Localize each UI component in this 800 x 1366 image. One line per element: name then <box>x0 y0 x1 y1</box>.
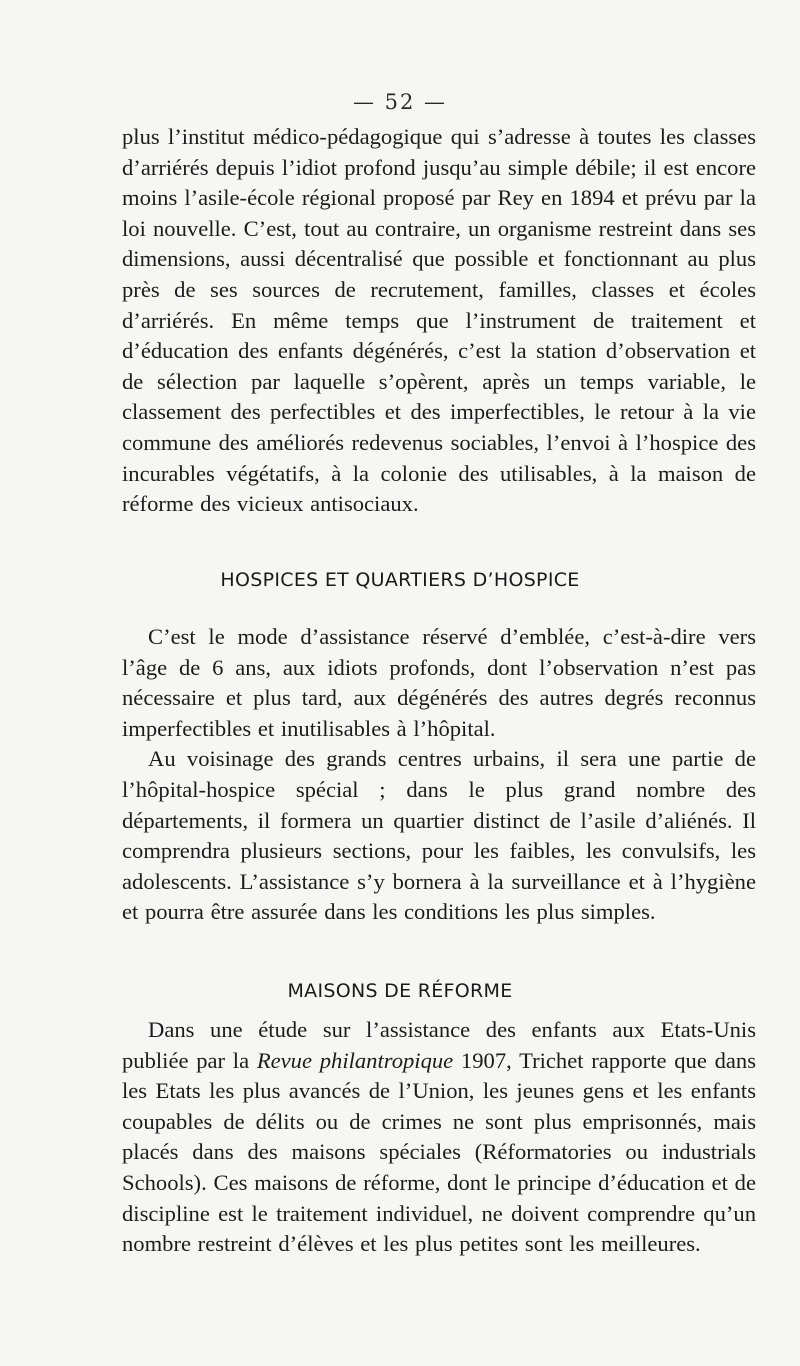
paragraph-text: 1907, Trichet rapporte que dans les Etats les plus avancés de l’Union, les jeunes gens et les enfants coupables de délits ou de crimes ne sont plus emprisonnés, mais placés dans des maisons spéciales (Réformatories ou industrials Schools). Ces maisons de réforme, dont le principe d’éducation et de discipline est le traitement individuel, ne doivent comprendre qu’un nombre restreint d’élèves et les plus petites sont les meilleures. <box>122 1047 756 1257</box>
paragraph: Au voisinage des grands centres urbains, il sera une partie de l’hôpital-hospice spécial ; dans le plus grand nombre des départements, il formera un quartier distinct de l’asile d’aliénés. Il comprendra plusieurs sections, pour les faibles, les convulsifs, les adolescents. L’assistance s’y bornera à la surveillance et à l’hygiène et pourra être assurée dans les conditions les plus simples. <box>122 746 756 925</box>
section-heading-maisons-de-reforme: MAISONS DE RÉFORME <box>287 980 513 1002</box>
paragraph: C’est le mode d’assistance réservé d’emblée, c’est-à-dire vers l’âge de 6 ans, aux idiots profonds, dont l’observation n’est pas nécessaire et plus tard, aux dégénérés des autres degrés reconnus imperfectibles et inutilisables à l’hôpital. <box>122 624 756 741</box>
section-maisons-de-reforme <box>122 1015 756 1260</box>
paragraph <box>122 1015 756 1260</box>
paragraph-text: Dans une étude sur l’assistance des enfants aux Etats-Unis publiée par la <box>122 1017 756 1073</box>
section-intro <box>122 122 756 520</box>
journal-title: Revue philantropique <box>256 1047 454 1073</box>
paragraph: plus l’institut médico-pédagogique qui s’adresse à toutes les classes d’arriérés depuis l’idiot profond jusqu’au simple débile; il est encore moins l’asile-école régional proposé par Rey en 1894 et prévu par la loi nouvelle. C’est, tout au contraire, un organisme restreint dans ses dimensions, aussi décentralisé que possible et fonctionnant au plus près de ses sources de recrutement, familles, classes et écoles d’arriérés. En même temps que l’instrument de traitement et d’éducation des enfants dégénérés, c’est la station d’observation et de sélection par laquelle s’opèrent, après un temps variable, le classement des perfectibles et des imperfectibles, le retour à la vie commune des améliorés redevenus sociables, l’envoi à l’hospice des incurables végétatifs, à la colonie des utilisables, à la maison de réforme des vicieux antisociaux. <box>122 124 756 517</box>
section-heading-hospices: HOSPICES ET QUARTIERS D’HOSPICE <box>220 569 580 591</box>
page-number: — 52 — <box>352 90 448 114</box>
section-hospices <box>122 622 756 928</box>
